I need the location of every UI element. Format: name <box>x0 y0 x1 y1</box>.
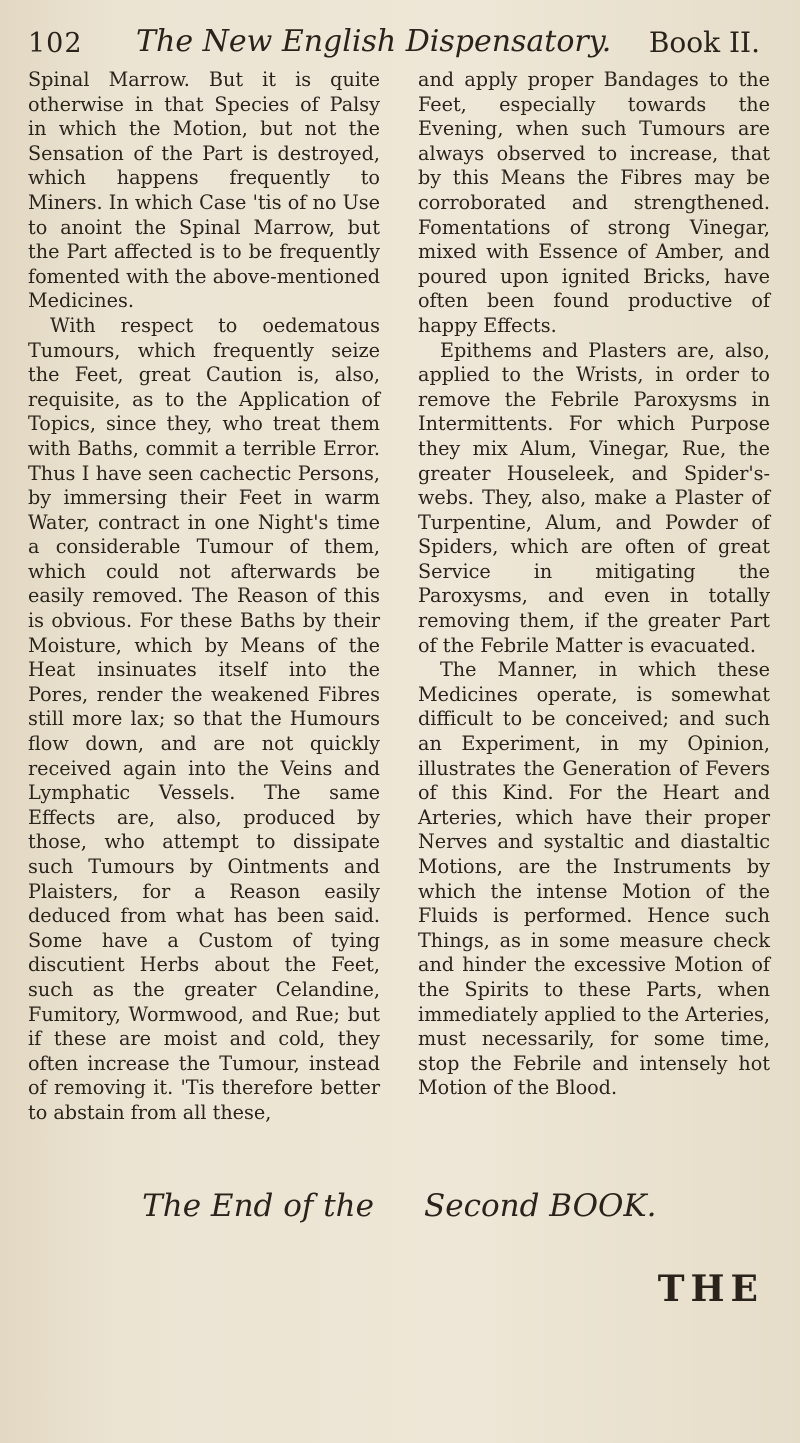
paragraph: The Manner, in which these Medicines operate, is somewhat difficult to be conceived; and such an Experiment, in my Opinion, illustrates the Generation of Fevers of this Kind. For the Heart and Arteries, which have their proper Nerves and systaltic and diastaltic Motions, are the Instruments by which the intense Motion of the Fluids is performed. Hence such Things, as in some measure check and hinder the excessive Motion of the Spirits to these Parts, when immediately applied to the Arteries, must necessarily, for some time, stop the Febrile and intensely hot Motion of the Blood. <box>418 658 770 1100</box>
paragraph: With respect to oedematous Tumours, which frequently seize the Feet, great Caution is, also, requisite, as to the Application of Topics, since they, who treat them with Baths, commit a terrible Error. Thus I have seen cachectic Persons, by immersing their Feet in warm Water, contract in one Night's time a considerable Tumour of them, which could not afterwards be easily removed. The Reason of this is obvious. For these Baths by their Moisture, which by Means of the Heat insinuates itself into the Pores, render the weakened Fibres still more lax; so that the Humours flow down, and are not quickly received again into the Veins and Lymphatic Vessels. The same Effects are, also, produced by those, who attempt to dissipate such Tumours by Ointments and Plaisters, for a Reason easily deduced from what has been said. Some have a Custom of tying discutient Herbs about the Feet, such as the greater Celandine, Fumitory, Wormwood, and Rue; but if these are moist and cold, they often increase the Tumour, instead of removing it. 'Tis therefore better to abstain from all these, <box>28 313 380 1124</box>
page-header <box>28 22 770 66</box>
paragraph: Epithems and Plasters are, also, applied to the Wrists, in order to remove the Febrile Paroxysms in Intermittents. For which Purpose they mix Alum, Vinegar, Rue, the greater Houseleek, and Spider's-webs. They, also, make a Plaster of Turpentine, Alum, and Powder of Spiders, which are often of great Service in mitigating the Paroxysms, and even in totally removing them, if the greater Part of the Febrile Matter is evacuated. <box>418 338 770 657</box>
catchword: THE <box>657 1268 764 1310</box>
paragraph: and apply proper Bandages to the Feet, especially towards the Evening, when such Tumours are always observed to increase, that by this Means the Fibres may be corroborated and strengthened. Fomentations of strong Vinegar, mixed with Essence of Amber, and poured upon ignited Bricks, have often been found productive of happy Effects. <box>418 68 770 337</box>
page-number: 102 <box>28 28 83 59</box>
left-column <box>28 68 380 1126</box>
right-column <box>418 68 770 1126</box>
end-note: The End of the <box>142 1187 374 1224</box>
running-title: The New English Dispensatory. <box>136 24 612 59</box>
text-columns <box>28 68 770 1126</box>
section-end <box>28 1188 770 1224</box>
paragraph: Spinal Marrow. But it is quite otherwise in that Species of Palsy in which the Motion, but not the Sensation of the Part is destroyed, which happens frequently to Miners. In which Case 'tis of no Use to anoint the Spinal Marrow, but the Part affected is to be frequently fomented with the above-mentioned Medicines. <box>28 68 380 313</box>
book-marker: Book II. <box>648 26 760 59</box>
next-book-heading: Second BOOK. <box>424 1187 657 1224</box>
